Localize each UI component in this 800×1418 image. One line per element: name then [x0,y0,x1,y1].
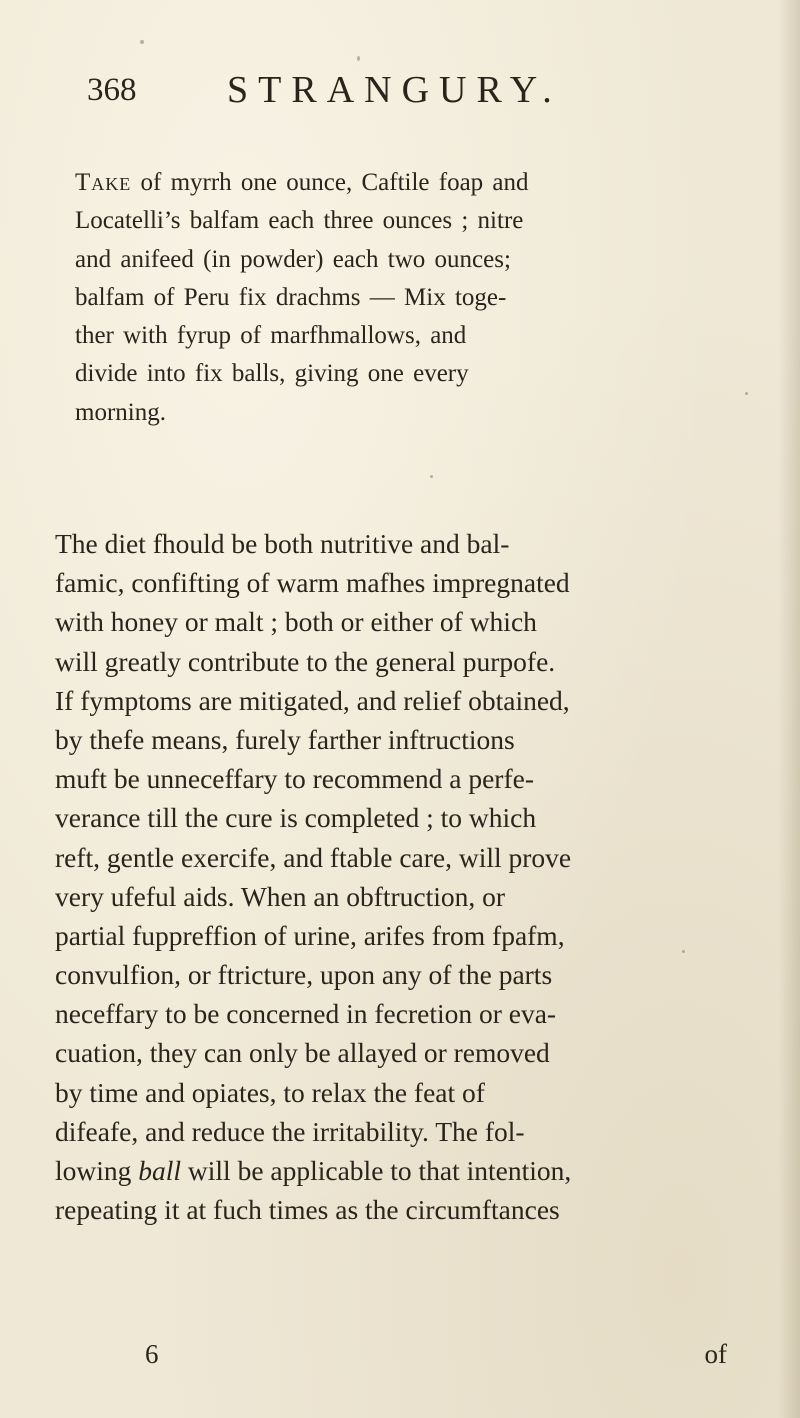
body-line: will greatly contribute to the general purpofe. [55,645,556,677]
recipe-line [75,164,529,202]
paper-speck [745,392,748,395]
body-line: convulfion, or ftricture, upon any of the parts [55,959,553,991]
recipe-line: balfam of Peru fix drachms — Mix toge- [75,283,507,311]
recipe-line-text: of myrrh one ounce, Caftile foap and [131,169,529,196]
recipe-lead-word: Take [75,169,132,196]
page-edge-shadow [778,0,800,1418]
paper-speck [140,40,144,44]
body-line: very ufeful aids. When an obftruction, or [55,880,506,912]
page-header [87,68,767,118]
body-line: verance till the cure is completed ; to which [55,802,537,834]
body-line: repeating it at fuch times as the circumftances [55,1194,560,1226]
body-line-text: will be applicable to that intention, [181,1155,572,1186]
recipe-line: Locatelli’s balfam each three ounces ; nitre [75,207,524,235]
body-paragraph [55,524,571,1229]
page-footer [145,1339,735,1379]
body-line: If fymptoms are mitigated, and relief obtained, [55,684,570,716]
paper-speck [430,475,433,478]
body-line: muft be unneceffary to recommend a perfe- [55,763,534,795]
body-line: difeafe, and reduce the irritability. The fol- [55,1115,525,1147]
body-line [55,1151,571,1190]
body-line: by thefe means, furely farther inftructions [55,723,515,755]
recipe-line: divide into fix balls, giving one every [75,360,469,388]
body-line: neceffary to be concerned in fecretion or eva- [55,998,557,1030]
paper-speck [682,950,685,953]
page-number: 368 [87,72,137,108]
body-line: by time and opiates, to relax the feat of [55,1076,485,1108]
running-title: STRANGURY. [227,69,562,111]
body-line: cuation, they can only be allayed or removed [55,1037,550,1069]
body-line-text: lowing [55,1155,139,1186]
signature-mark: 6 [145,1339,159,1369]
body-line: with honey or malt ; both or either of which [55,606,537,638]
body-line: famic, confifting of warm mafhes impregnated [55,567,570,599]
recipe-line: and anifeed (in powder) each two ounces; [75,245,511,273]
italic-word: ball [138,1155,182,1186]
recipe-line: ther with fyrup of marfhmallows, and [75,322,467,350]
body-line: partial fuppreffion of urine, arifes from fpafm, [55,919,565,951]
paper-speck [357,56,360,61]
catchword: of [704,1339,727,1369]
recipe-line: morning. [75,398,166,426]
recipe-paragraph [75,164,529,432]
body-line: The diet fhould be both nutritive and bal- [55,528,510,559]
body-line: reft, gentle exercife, and ftable care, will prove [55,841,572,873]
